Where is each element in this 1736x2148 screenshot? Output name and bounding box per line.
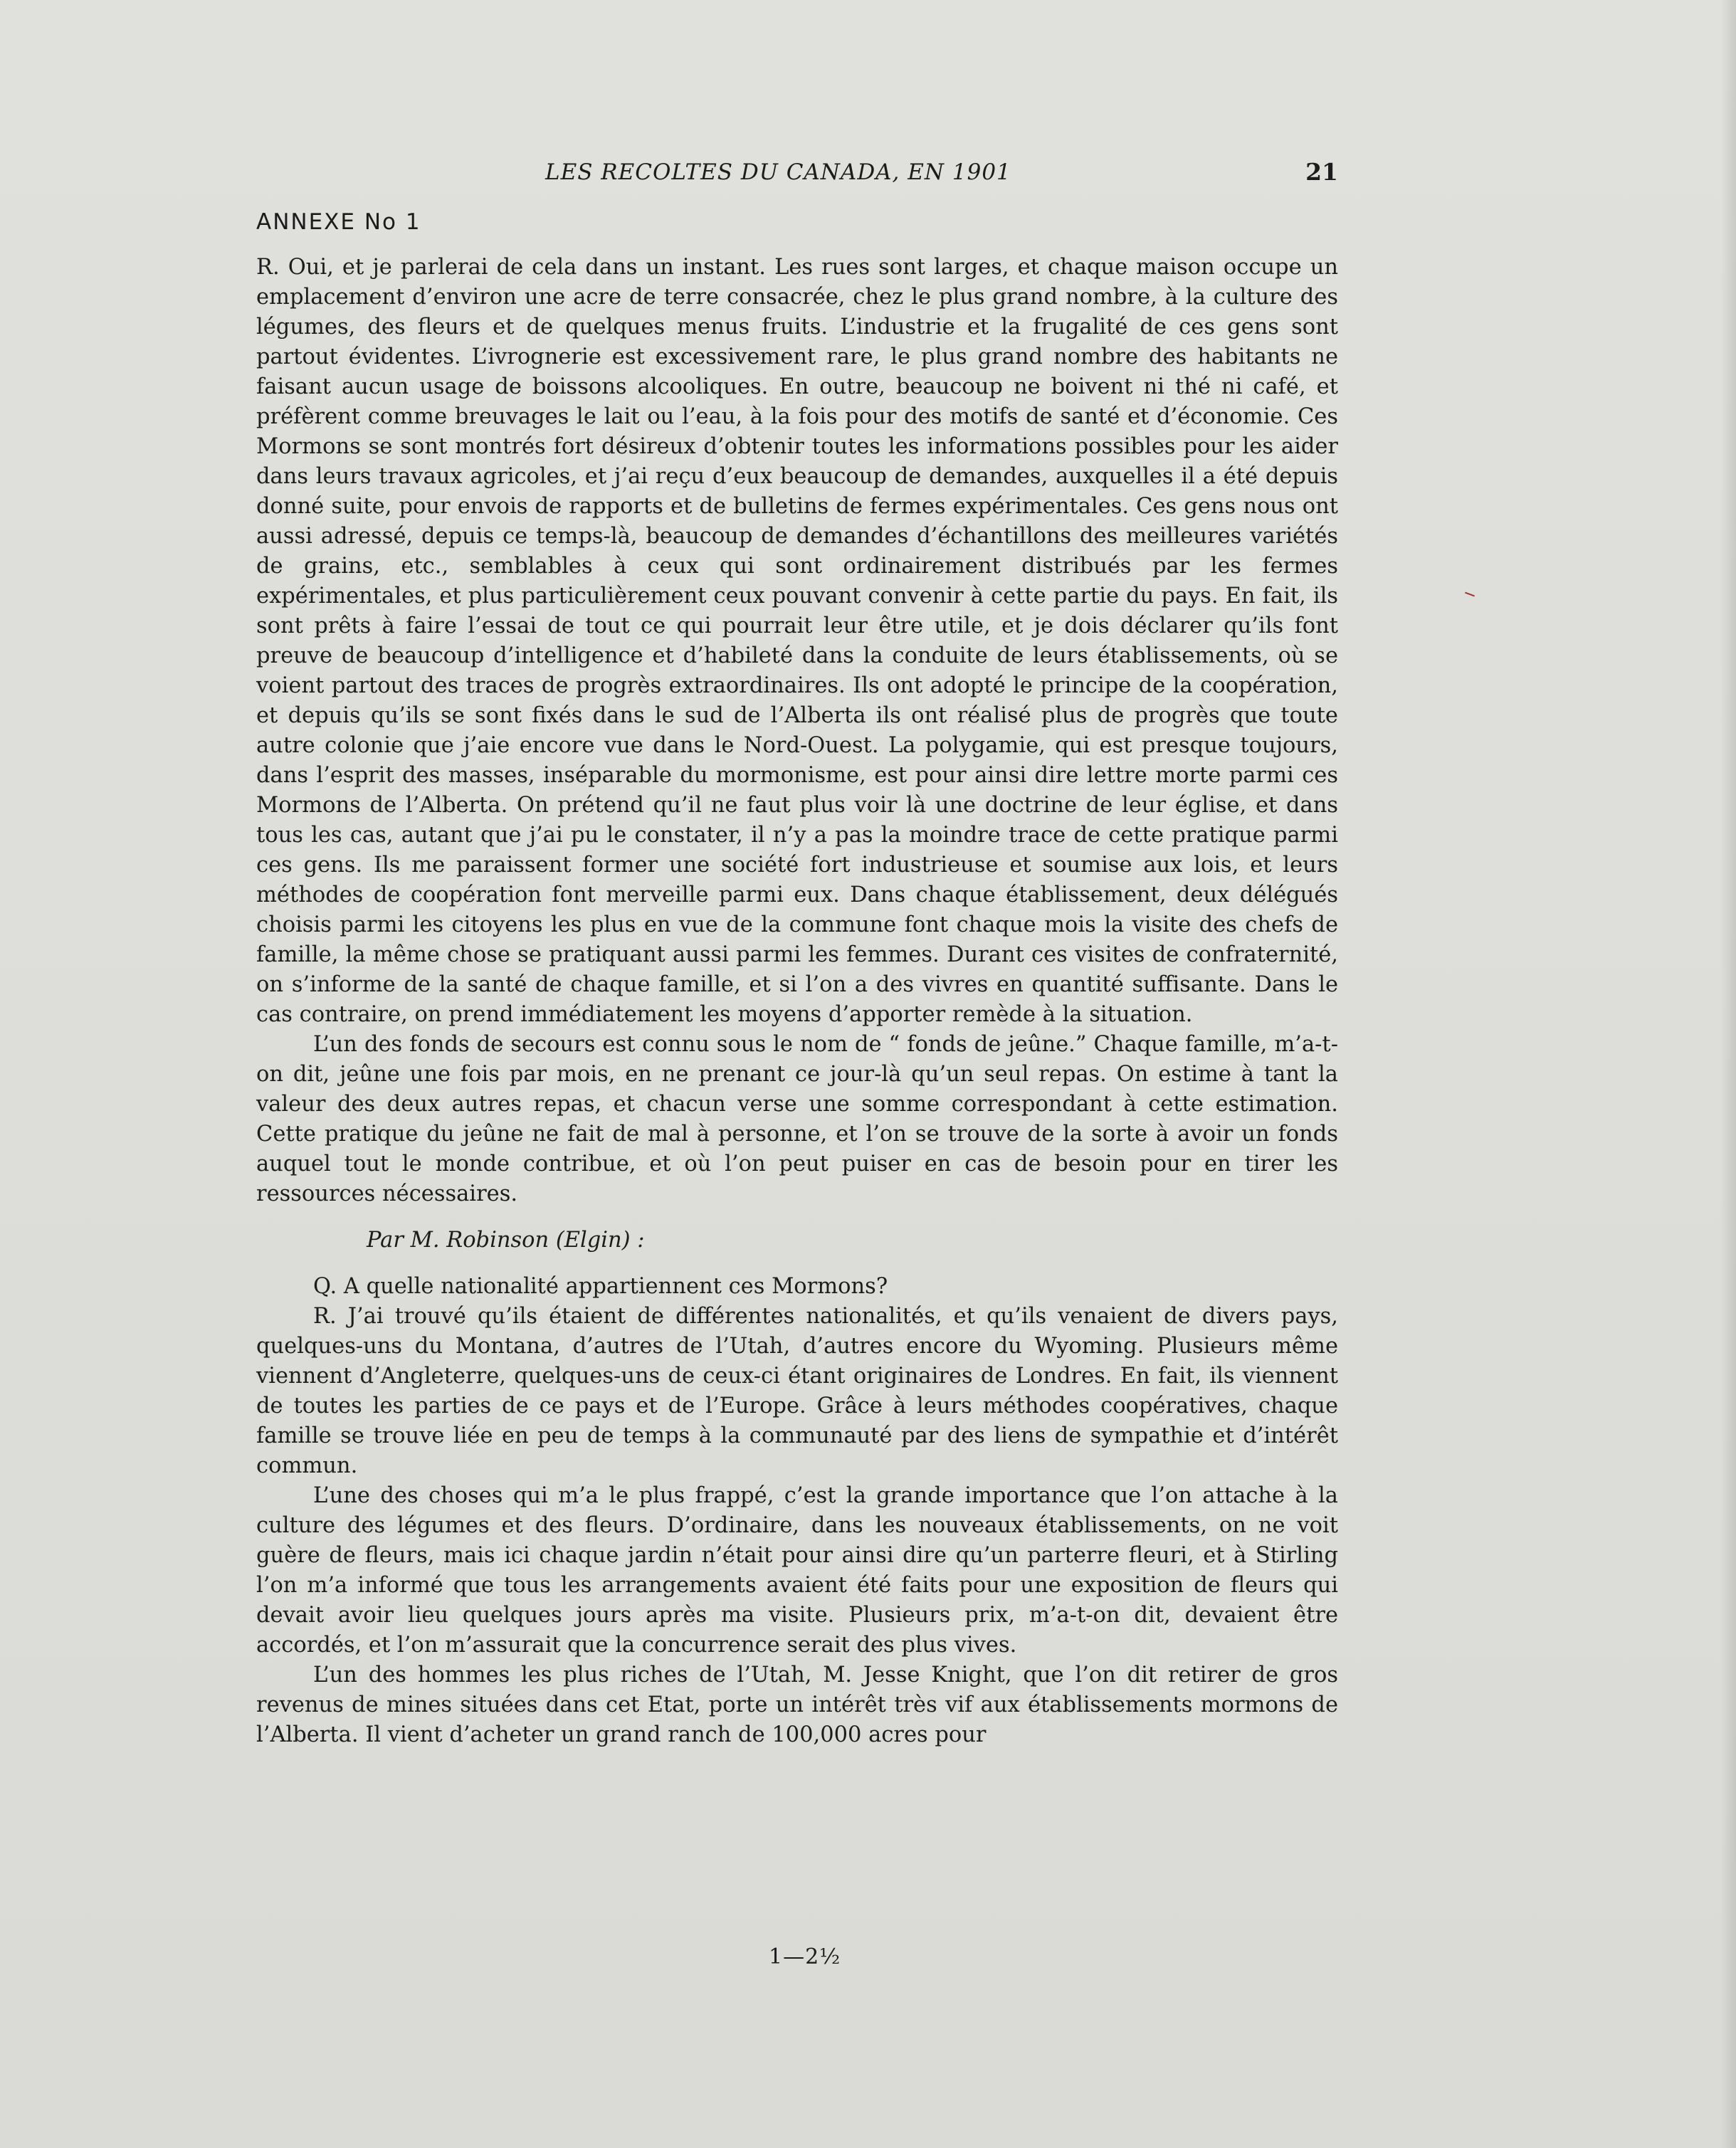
paragraph: R. J’ai trouvé qu’ils étaient de différentes nationalités, et qu’ils venaient de divers pays, quelques-uns du Montana, d’autres de l’Utah, d’autres encore du Wyoming. Plusieurs même viennent d’Angleterre, quelques-uns de ceux-ci étant originaires de Londres. En fait, ils viennent de toutes les parties de ce pays et de l’Europe. Grâce à leurs méthodes coopératives, chaque famille se trouve liée en peu de temps à la communauté par des liens de sympathie et d’intérêt commun.	[256, 1304, 1338, 1478]
signature-mark: 1—2½	[769, 1944, 841, 1969]
speaker-heading: Par M. Robinson (Elgin) :	[367, 1228, 645, 1253]
margin-mark	[1465, 592, 1475, 597]
paragraph: L’un des hommes les plus riches de l’Utah, M. Jesse Knight, que l’on dit retirer de gros revenus de mines situées dans cet Etat, porte un intérêt très vif aux établissements mormons de l’Alberta. Il vient d’acheter un grand ranch de 100,000 acres pour	[256, 1663, 1338, 1747]
paragraph: L’une des choses qui m’a le plus frappé, c’est la grande importance que l’on attache à la culture des légumes et des fleurs. D’ordinaire, dans les nouveaux établissements, on ne voit guère de fleurs, mais ici chaque jardin n’était pour ainsi dire qu’un parterre fleuri, et à Stirling l’on m’a informé que tous les arrangements avaient été faits pour une exposition de fleurs qui devait avoir lieu quelques jours après ma visite. Plusieurs prix, m’a-t-on dit, devaient être accordés, et l’on m’assurait que la concurrence serait des plus vives.	[256, 1483, 1338, 1658]
running-title: LES RECOLTES DU CANADA, EN 1901	[545, 159, 1011, 185]
page-header	[512, 155, 1338, 191]
paragraph: R. Oui, et je parlerai de cela dans un instant. Les rues sont larges, et chaque maison occupe un emplacement d’environ une acre de terre consacrée, chez le plus grand nombre, à la culture des légumes, des fleurs et de quelques menus fruits. L’industrie et la frugalité de ces gens sont partout évidentes. L’ivrognerie est excessivement rare, le plus grand nombre des habitants ne faisant aucun usage de boissons alcooliques. En outre, beaucoup ne boivent ni thé ni café, et préfèrent comme breuvages le lait ou l’eau, à la fois pour des motifs de santé et d’économie. Ces Mormons se sont montrés fort désireux d’obtenir toutes les informations possibles pour les aider dans leurs travaux agricoles, et j’ai reçu d’eux beaucoup de demandes, auxquelles il a été depuis donné suite, pour envois de rapports et de bulletins de fermes expérimentales. Ces gens nous ont aussi adressé, depuis ce temps-là, beaucoup de demandes d’échantillons des meilleures variétés de grains, etc., semblables à ceux qui sont ordinairement distribués par les fermes expérimentales, et plus particulièrement ceux pouvant convenir à cette partie du pays. En fait, ils sont prêts à faire l’essai de tout ce qui pourrait leur être utile, et je dois déclarer qu’ils font preuve de beaucoup d’intelligence et d’habileté dans la conduite de leurs établissements, où se voient partout des traces de progrès extraordinaires. Ils ont adopté le principe de la coopération, et depuis qu’ils se sont fixés dans le sud de l’Alberta ils ont réalisé plus de progrès que toute autre colonie que j’aie encore vue dans le Nord-Ouest. La polygamie, qui est presque toujours, dans l’esprit des masses, inséparable du mormonisme, est pour ainsi dire lettre morte parmi ces Mormons de l’Alberta. On prétend qu’il ne faut plus voir là une doctrine de leur église, et dans tous les cas, autant que j’ai pu le constater, il n’y a pas la moindre trace de cette pratique parmi ces gens. Ils me paraissent former une société fort industrieuse et soumise aux lois, et leurs méthodes de coopération font merveille parmi eux. Dans chaque établissement, deux délégués choisis parmi les citoyens les plus en vue de la commune font chaque mois la visite des chefs de famille, la même chose se pratiquant aussi parmi les femmes. Durant ces visites de confraternité, on s’informe de la santé de chaque famille, et si l’on a des vivres en quantité suffisante. Dans le cas contraire, on prend immédiatement les moyens d’apporter remède à la situation.	[256, 255, 1338, 1027]
paragraph: L’un des fonds de secours est connu sous le nom de “ fonds de jeûne.” Chaque famille, m’a-t-on dit, jeûne une fois par mois, en ne prenant ce jour-là qu’un seul repas. On estime à tant la valeur des deux autres repas, et chacun verse une somme correspondant à cette estimation. Cette pratique du jeûne ne fait de mal à personne, et l’on se trouve de la sorte à avoir un fonds auquel tout le monde contribue, et où l’on peut puiser en cas de besoin pour en tirer les ressources nécessaires.	[256, 1032, 1338, 1206]
question: Q. A quelle nationalité appartiennent ces Mormons?	[313, 1274, 888, 1299]
annex-label: ANNEXE No 1	[256, 209, 421, 235]
page-edge-shadow	[1720, 0, 1736, 2148]
body-text	[256, 253, 1338, 1750]
page-number: 21	[1305, 158, 1338, 186]
